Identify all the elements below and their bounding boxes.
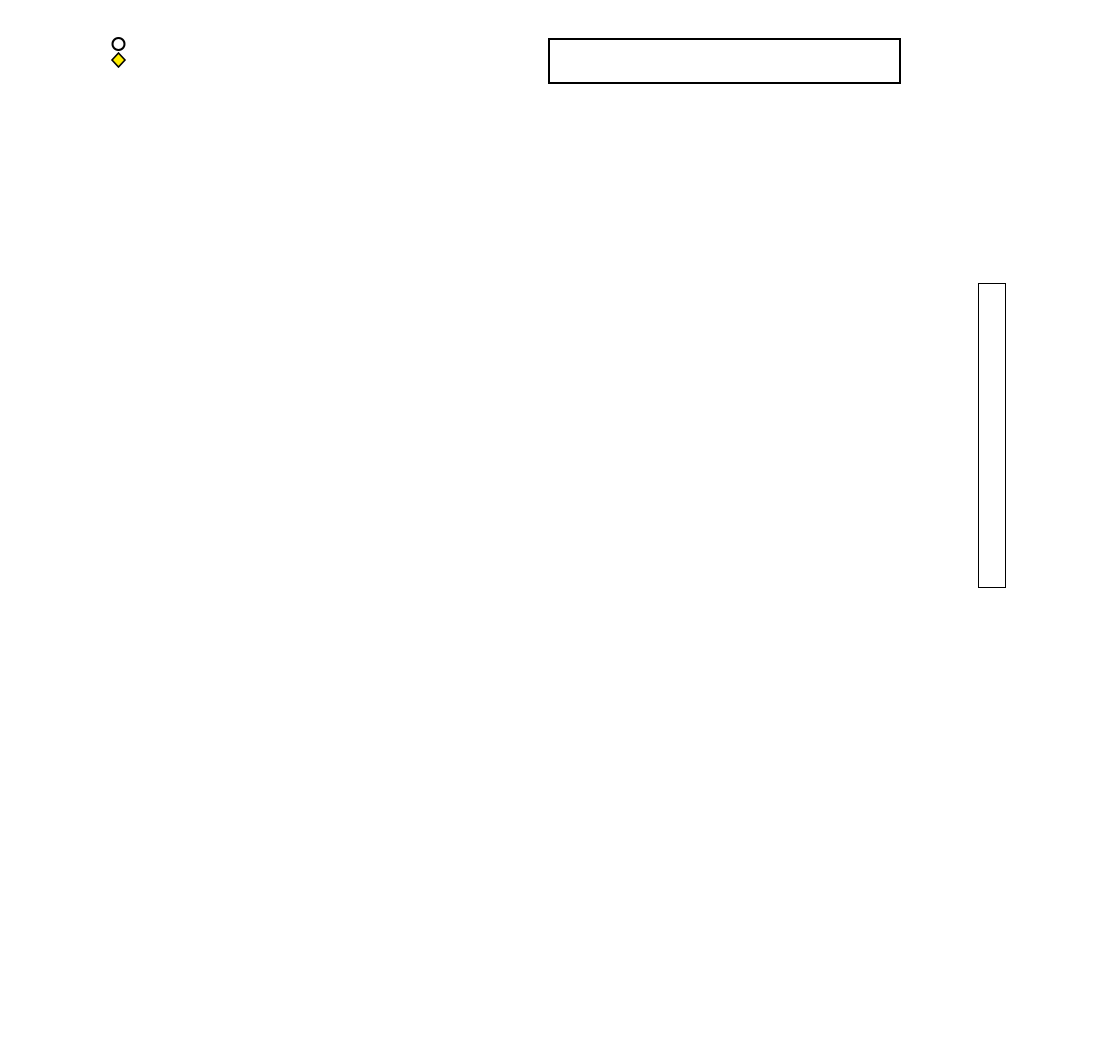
speed-colorbar [978, 283, 1006, 588]
